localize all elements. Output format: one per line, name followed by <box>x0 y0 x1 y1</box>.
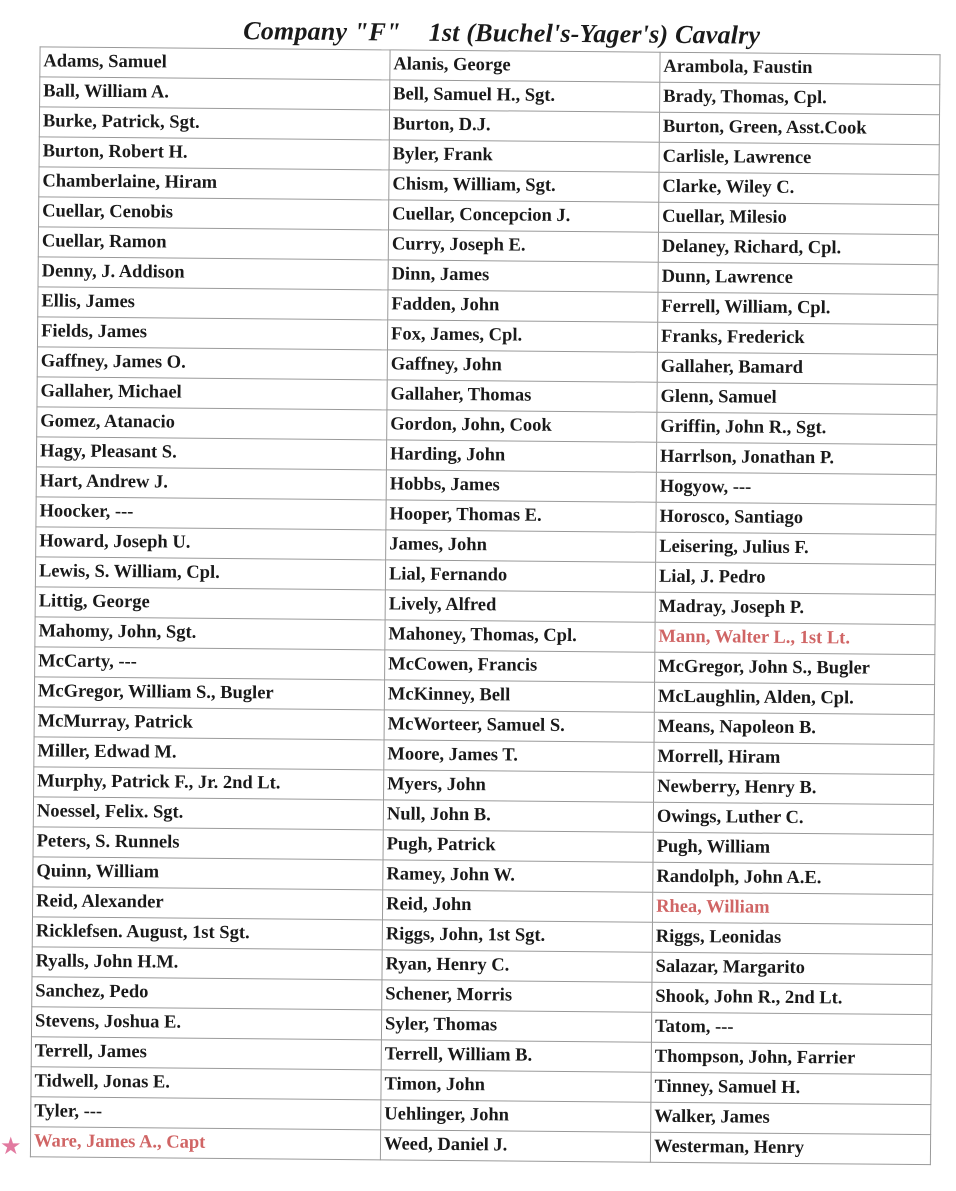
roster-entry: McCowen, Francis <box>385 650 655 682</box>
roster-entry: Ball, William A. <box>40 77 390 110</box>
roster-entry: Bell, Samuel H., Sgt. <box>390 80 660 112</box>
roster-entry: Dunn, Lawrence <box>658 262 938 294</box>
roster-entry: Gomez, Atanacio <box>37 407 387 440</box>
roster-entry: Salazar, Margarito <box>652 952 932 984</box>
roster-entry: Dinn, James <box>388 260 658 292</box>
roster-entry: McMurray, Patrick <box>34 707 384 740</box>
roster-entry: Moore, James T. <box>384 740 654 772</box>
roster-entry: Randolph, John A.E. <box>653 862 933 894</box>
roster-entry: Sanchez, Pedo <box>32 977 382 1010</box>
roster-entry: Gaffney, John <box>387 350 657 382</box>
roster-entry: Arambola, Faustin <box>660 52 940 84</box>
roster-entry: Terrell, William B. <box>381 1040 651 1072</box>
roster-entry: Hart, Andrew J. <box>36 467 386 500</box>
roster-table <box>30 46 941 1165</box>
roster-entry: Griffin, John R., Sgt. <box>657 412 937 444</box>
roster-entry: Horosco, Santiago <box>656 502 936 534</box>
roster-entry: Schener, Morris <box>382 980 652 1012</box>
roster-entry: Myers, John <box>384 770 654 802</box>
roster-entry: Newberry, Henry B. <box>654 772 934 804</box>
roster-entry: Leisering, Julius F. <box>656 532 936 564</box>
roster-entry: McCarty, --- <box>35 647 385 680</box>
roster-entry: Timon, John <box>381 1070 651 1102</box>
roster-entry: McGregor, William S., Bugler <box>34 677 384 710</box>
roster-entry: Ramey, John W. <box>383 860 653 892</box>
roster-entry: Reid, Alexander <box>33 887 383 920</box>
roster-entry: Syler, Thomas <box>381 1010 651 1042</box>
title-company: Company "F" <box>243 16 401 47</box>
margin-mark: ★ <box>0 1132 22 1160</box>
roster-entry: Thompson, John, Farrier <box>651 1042 931 1074</box>
roster-entry: McKinney, Bell <box>384 680 654 712</box>
roster-entry: Littig, George <box>35 587 385 620</box>
roster-entry: Riggs, Leonidas <box>652 922 932 954</box>
roster-body <box>30 47 940 1165</box>
roster-entry: Westerman, Henry <box>650 1132 930 1164</box>
roster-entry: Quinn, William <box>33 857 383 890</box>
roster-entry: Morrell, Hiram <box>654 742 934 774</box>
roster-entry: McGregor, John S., Bugler <box>655 652 935 684</box>
roster-entry: Harding, John <box>386 440 656 472</box>
roster-entry: Clarke, Wiley C. <box>659 172 939 204</box>
roster-entry: Cuellar, Milesio <box>658 202 938 234</box>
roster-entry: Delaney, Richard, Cpl. <box>658 232 938 264</box>
roster-entry: Chism, William, Sgt. <box>389 170 659 202</box>
roster-entry: Ware, James A., Capt <box>30 1127 380 1160</box>
roster-entry: Ricklefsen. August, 1st Sgt. <box>32 917 382 950</box>
roster-entry: Fields, James <box>37 317 387 350</box>
roster-entry: Hooper, Thomas E. <box>386 500 656 532</box>
roster-entry: Means, Napoleon B. <box>654 712 934 744</box>
roster-entry: Pugh, Patrick <box>383 830 653 862</box>
roster-entry: Denny, J. Addison <box>38 257 388 290</box>
roster-entry: Riggs, John, 1st Sgt. <box>382 920 652 952</box>
roster-entry: Burton, Green, Asst.Cook <box>659 112 939 144</box>
roster-entry: Ellis, James <box>38 287 388 320</box>
roster-entry: Lial, Fernando <box>385 560 655 592</box>
roster-entry: Gaffney, James O. <box>37 347 387 380</box>
roster-entry: Lial, J. Pedro <box>655 562 935 594</box>
roster-entry: Miller, Edwad M. <box>34 737 384 770</box>
roster-entry: Walker, James <box>651 1102 931 1134</box>
roster-entry: Hoocker, --- <box>36 497 386 530</box>
roster-entry: James, John <box>386 530 656 562</box>
roster-entry: Byler, Frank <box>389 140 659 172</box>
roster-entry: Murphy, Patrick F., Jr. 2nd Lt. <box>34 767 384 800</box>
roster-entry: Gallaher, Bamard <box>657 352 937 384</box>
roster-entry: Shook, John R., 2nd Lt. <box>652 982 932 1014</box>
roster-entry: Madray, Joseph P. <box>655 592 935 624</box>
roster-entry: Stevens, Joshua E. <box>31 1007 381 1040</box>
roster-entry: Fox, James, Cpl. <box>387 320 657 352</box>
roster-entry: Tatom, --- <box>651 1012 931 1044</box>
roster-entry: Brady, Thomas, Cpl. <box>660 82 940 114</box>
roster-entry: Mahomy, John, Sgt. <box>35 617 385 650</box>
roster-entry: Burton, Robert H. <box>39 137 389 170</box>
roster-entry: McLaughlin, Alden, Cpl. <box>654 682 934 714</box>
roster-entry: Tidwell, Jonas E. <box>31 1067 381 1100</box>
roster-entry: Hogyow, --- <box>656 472 936 504</box>
roster-entry: Peters, S. Runnels <box>33 827 383 860</box>
roster-entry: Tyler, --- <box>31 1097 381 1130</box>
roster-entry: Glenn, Samuel <box>657 382 937 414</box>
roster-entry: Terrell, James <box>31 1037 381 1070</box>
roster-entry: Franks, Frederick <box>657 322 937 354</box>
roster-entry: Ferrell, William, Cpl. <box>658 292 938 324</box>
roster-entry: Fadden, John <box>388 290 658 322</box>
roster-entry: Gallaher, Thomas <box>387 380 657 412</box>
roster-entry: Burke, Patrick, Sgt. <box>39 107 389 140</box>
roster-entry: Uehlinger, John <box>381 1100 651 1132</box>
roster-entry: Tinney, Samuel H. <box>651 1072 931 1104</box>
roster-entry: Noessel, Felix. Sgt. <box>33 797 383 830</box>
roster-entry: Harrlson, Jonathan P. <box>656 442 936 474</box>
roster-entry: McWorteer, Samuel S. <box>384 710 654 742</box>
roster-entry: Pugh, William <box>653 832 933 864</box>
roster-entry: Burton, D.J. <box>389 110 659 142</box>
roster-entry: Owings, Luther C. <box>653 802 933 834</box>
roster-entry: Weed, Daniel J. <box>380 1130 650 1162</box>
roster-entry: Ryalls, John H.M. <box>32 947 382 980</box>
roster-entry: Hagy, Pleasant S. <box>36 437 386 470</box>
roster-entry: Cuellar, Cenobis <box>39 197 389 230</box>
roster-entry: Lively, Alfred <box>385 590 655 622</box>
roster-entry: Cuellar, Ramon <box>38 227 388 260</box>
roster-entry: Howard, Joseph U. <box>36 527 386 560</box>
roster-entry: Curry, Joseph E. <box>388 230 658 262</box>
roster-entry: Null, John B. <box>383 800 653 832</box>
roster-entry: Rhea, William <box>652 892 932 924</box>
roster-entry: Ryan, Henry C. <box>382 950 652 982</box>
roster-entry: Carlisle, Lawrence <box>659 142 939 174</box>
roster-entry: Gallaher, Michael <box>37 377 387 410</box>
title-unit: 1st (Buchel's-Yager's) Cavalry <box>428 17 761 50</box>
roster-entry: Adams, Samuel <box>40 47 390 80</box>
roster-entry: Alanis, George <box>390 50 660 82</box>
roster-entry: Gordon, John, Cook <box>387 410 657 442</box>
roster-entry: Mann, Walter L., 1st Lt. <box>655 622 935 654</box>
roster-entry: Lewis, S. William, Cpl. <box>35 557 385 590</box>
roster-entry: Hobbs, James <box>386 470 656 502</box>
roster-entry: Reid, John <box>382 890 652 922</box>
roster-entry: Cuellar, Concepcion J. <box>389 200 659 232</box>
roster-entry: Chamberlaine, Hiram <box>39 167 389 200</box>
roster-entry: Mahoney, Thomas, Cpl. <box>385 620 655 652</box>
